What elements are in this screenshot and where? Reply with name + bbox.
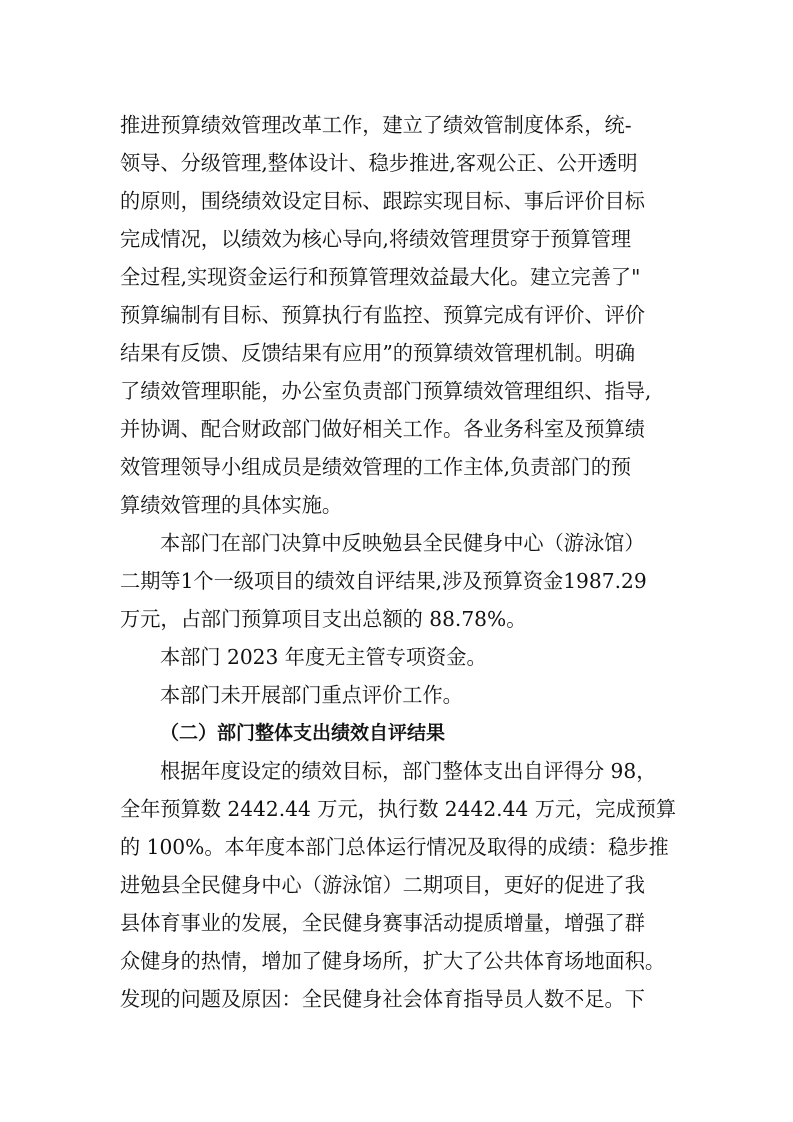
text-line: 进勉县全民健身中心（游泳馆）二期项目，更好的促进了我 bbox=[120, 873, 645, 897]
text-line: 众健身的热情，增加了健身场所，扩大了公共体育场地面积。 bbox=[120, 949, 666, 973]
paragraph-first-line: 本部门 2023 年度无主管专项资金。 bbox=[160, 645, 487, 669]
section-heading: （二）部门整体支出绩效自评结果 bbox=[160, 722, 446, 744]
text-line: 结果有反馈、反馈结果有应用”的预算绩效管理机制。明确 bbox=[120, 341, 636, 365]
paragraph-first-line: 本部门在部门决算中反映勉县全民健身中心（游泳馆） bbox=[160, 531, 645, 555]
text-line: 完成情况，以绩效为核心导向,将绩效管理贯穿于预算管理 bbox=[120, 227, 632, 251]
text-line: 县体育事业的发展，全民健身赛事活动提质增量，增强了群 bbox=[120, 911, 645, 935]
text-line: 二期等1个一级项目的绩效自评结果,涉及预算资金1987.29 bbox=[120, 569, 647, 593]
text-line: 效管理领导小组成员是绩效管理的工作主体,负责部门的预 bbox=[120, 455, 632, 479]
text-line: 预算编制有目标、预算执行有监控、预算完成有评价、评价 bbox=[120, 303, 645, 327]
text-line: 的 100%。本年度本部门总体运行情况及取得的成绩：稳步推 bbox=[120, 835, 669, 859]
text-line: 发现的问题及原因：全民健身社会体育指导员人数不足。下 bbox=[120, 987, 645, 1011]
text-line: 万元，占部门预算项目支出总额的 88.78%。 bbox=[120, 607, 527, 631]
text-line: 全过程,实现资金运行和预算管理效益最大化。建立完善了" bbox=[120, 265, 641, 289]
text-line: 了绩效管理职能，办公室负责部门预算绩效管理组织、指导, bbox=[120, 379, 652, 403]
text-line: 的原则，围绕绩效设定目标、跟踪实现目标、事后评价目标 bbox=[120, 189, 645, 213]
text-line: 全年预算数 2442.44 万元，执行数 2442.44 万元，完成预算 bbox=[120, 797, 677, 821]
paragraph-first-line: 根据年度设定的绩效目标，部门整体支出自评得分 98， bbox=[160, 759, 657, 783]
text-line: 并协调、配合财政部门做好相关工作。各业务科室及预算绩 bbox=[120, 417, 645, 441]
paragraph-first-line: 本部门未开展部门重点评价工作。 bbox=[160, 683, 463, 707]
text-line: 推进预算绩效管理改革工作，建立了绩效管制度体系，统- bbox=[120, 113, 632, 137]
text-line: 算绩效管理的具体实施。 bbox=[120, 493, 343, 517]
text-line: 领导、分级管理,整体设计、稳步推进,客观公正、公开透明 bbox=[120, 151, 638, 175]
